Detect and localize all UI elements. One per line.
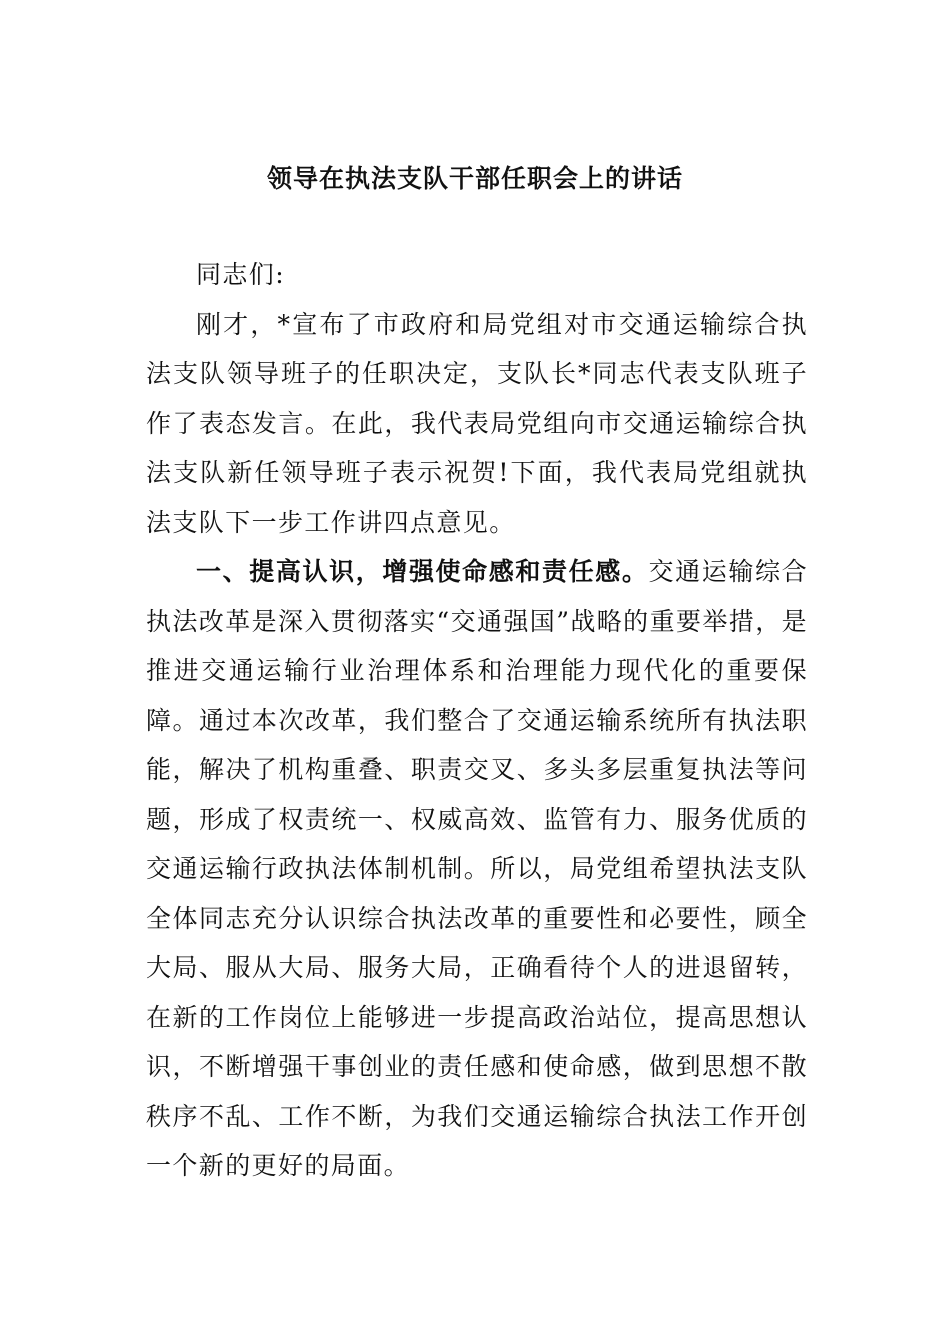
section-one-text: 交通运输综合执法改革是深入贯彻落实“交通强国”战略的重要举措，是推进交通运输行业治理体系和治理能力现代化的重要保障。通过本次改革，我们整合了交通运输系统所有执法职能，解决了机构重叠、职责交叉、多头多层重复执法等问题，形成了权责统一、权威高效、监管有力、服务优质的交通运输行政执法体制机制。所以，局党组希望执法支队全体同志充分认识综合执法改革的重要性和必要性，顾全大局、服从大局、服务大局，正确看待个人的进退留转，在新的工作岗位上能够进一步提高政治站位，提高思想认识，不断增强干事创业的责任感和使命感，做到思想不散秩序不乱、工作不断，为我们交通运输综合执法工作开创一个新的更好的局面。: [146, 557, 808, 1180]
paragraph-intro: [146, 300, 808, 548]
section-one-heading: 一、提高认识，增强使命感和责任感。: [196, 557, 649, 586]
paragraph-intro-text: 刚才，*宣布了市政府和局党组对市交通运输综合执法支队领导班子的任职决定，支队长*同志代表支队班子作了表态发言。在此，我代表局党组向市交通运输综合执法支队新任领导班子表示祝贺!下面，我代表局党组就执法支队下一步工作讲四点意见。: [146, 309, 808, 537]
document-body: [146, 250, 808, 1191]
salutation: 同志们:: [196, 260, 286, 289]
document-title: 领导在执法支队干部任职会上的讲话: [266, 164, 683, 193]
paragraph-section-one: [146, 547, 808, 1191]
